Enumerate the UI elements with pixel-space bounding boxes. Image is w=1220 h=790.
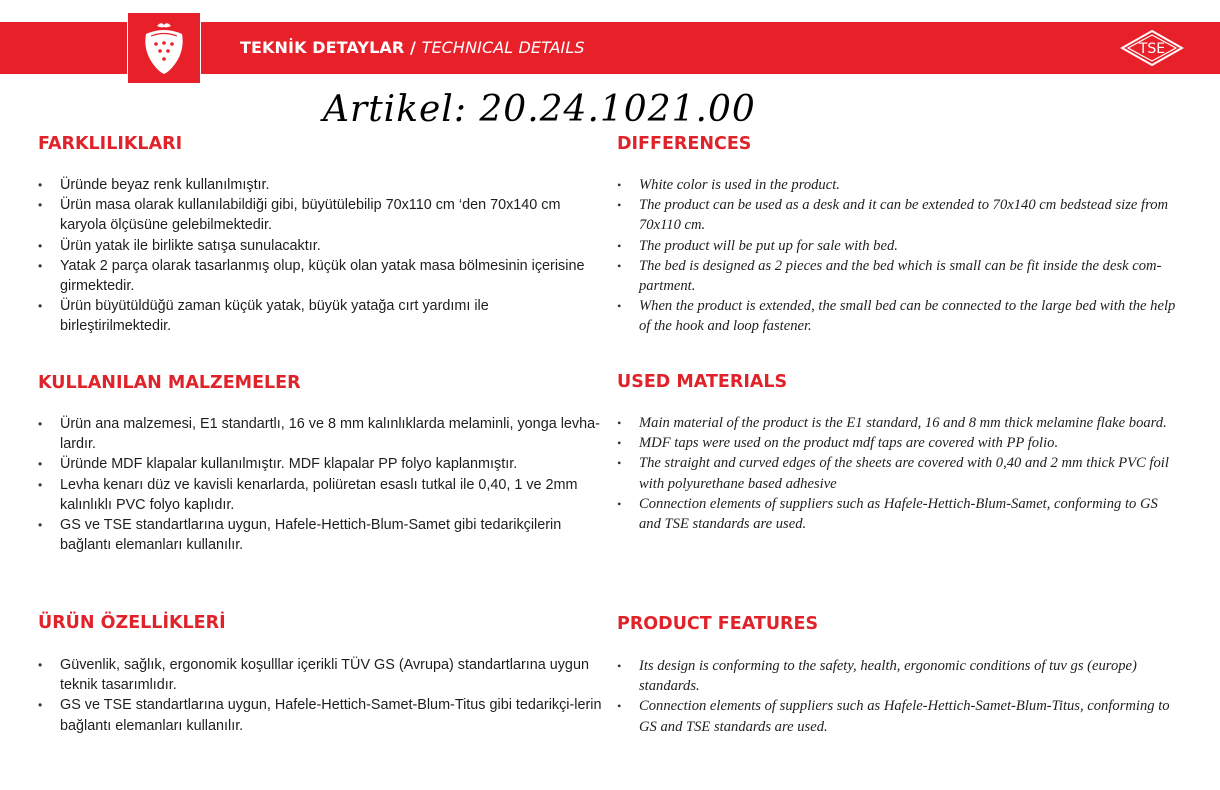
list-item: • Üründe MDF klapalar kullanılmıştır. MDF klapalar PP folyo kaplanmıştır. [38, 454, 603, 474]
features-list-en [617, 656, 1189, 737]
list-item: • Ürün masa olarak kullanılabildiği gibi, büyütülebilip 70x110 cm ‘den 70x140 cm karyola ölçüsüne gelebilmektedir. [38, 195, 603, 235]
strawberry-logo-icon [139, 20, 189, 76]
list-item: • When the product is extended, the small bed can be connected to the large bed with the help of the hook and loop fastener. [617, 296, 1189, 336]
list-item: • MDF taps were used on the product mdf taps are covered with PP folio. [617, 433, 1177, 453]
list-item: • Üründe beyaz renk kullanılmıştır. [38, 175, 603, 195]
list-item: • Yatak 2 parça olarak tasarlanmış olup, küçük olan yatak masa bölmesinin içerisine girmektedir. [38, 256, 603, 296]
tse-logo-text: TSE [1138, 41, 1166, 57]
header-title-en: TECHNICAL DETAILS [421, 38, 585, 57]
list-item: • Güvenlik, sağlık, ergonomik koşulllar içerikli TÜV GS (Avrupa) standartlarına uygun teknik tasarımlıdır. [38, 655, 603, 695]
differences-list-tr [38, 175, 603, 337]
materials-list-en [617, 413, 1177, 534]
list-item: • Connection elements of suppliers such as Hafele-Hettich-Blum-Samet, conforming to GS and TSE standards are used. [617, 494, 1177, 534]
section-heading-en: DIFFERENCES [617, 134, 752, 154]
section-heading-en: PRODUCT FEATURES [617, 614, 819, 634]
list-item: • The bed is designed as 2 pieces and the bed which is small can be fit inside the desk com-partment. [617, 256, 1189, 296]
header-title-tr: TEKNİK DETAYLAR [240, 38, 405, 57]
brand-logo [127, 12, 201, 84]
list-item: • GS ve TSE standartlarına uygun, Hafele-Hettich-Samet-Blum-Titus gibi tedarikçi-lerin bağlantı elemanları kullanılır. [38, 695, 603, 735]
list-item: • Ürün büyütüldüğü zaman küçük yatak, büyük yatağa cırt yardımı ile birleştirilmektedir. [38, 296, 603, 336]
list-item: • Its design is conforming to the safety, health, ergonomic conditions of tuv gs (europe) standards. [617, 656, 1189, 696]
materials-list-tr [38, 414, 603, 555]
list-item: • The product can be used as a desk and it can be extended to 70x140 cm bedstead size from 70x110 cm. [617, 195, 1189, 235]
list-item: • Ürün yatak ile birlikte satışa sunulacaktır. [38, 236, 603, 256]
section-heading-tr: FARKLILIKLARI [38, 134, 183, 154]
list-item: • White color is used in the product. [617, 175, 1189, 195]
list-item: • Main material of the product is the E1 standard, 16 and 8 mm thick melamine flake board. [617, 413, 1177, 433]
list-item: • The product will be put up for sale with bed. [617, 236, 1189, 256]
section-heading-tr: KULLANILAN MALZEMELER [38, 373, 301, 393]
list-item: • Ürün ana malzemesi, E1 standartlı, 16 ve 8 mm kalınlıklarda melaminli, yonga levha-lardır. [38, 414, 603, 454]
header-title [240, 22, 585, 74]
tse-diamond-logo-icon [1120, 29, 1184, 67]
list-item: • Levha kenarı düz ve kavisli kenarlarda, poliüretan esaslı tutkal ile 0,40, 1 ve 2mm kalınlıklı PVC folyo kaplıdır. [38, 475, 603, 515]
section-heading-en: USED MATERIALS [617, 372, 788, 392]
list-item: • GS ve TSE standartlarına uygun, Hafele-Hettich-Blum-Samet gibi tedarikçilerin bağlantı elemanları kullanılır. [38, 515, 603, 555]
features-list-tr [38, 655, 603, 736]
list-item: • Connection elements of suppliers such as Hafele-Hettich-Samet-Blum-Titus, conforming to GS and TSE standards are used. [617, 696, 1189, 736]
section-heading-tr: ÜRÜN ÖZELLİKLERİ [38, 613, 226, 633]
list-item: • The straight and curved edges of the sheets are covered with 0,40 and 2 mm thick PVC foil with polyurethane based adhesive [617, 453, 1177, 493]
article-number: Artikel: 20.24.1021.00 [323, 89, 756, 130]
header-title-separator: / [404, 38, 422, 57]
differences-list-en [617, 175, 1189, 337]
